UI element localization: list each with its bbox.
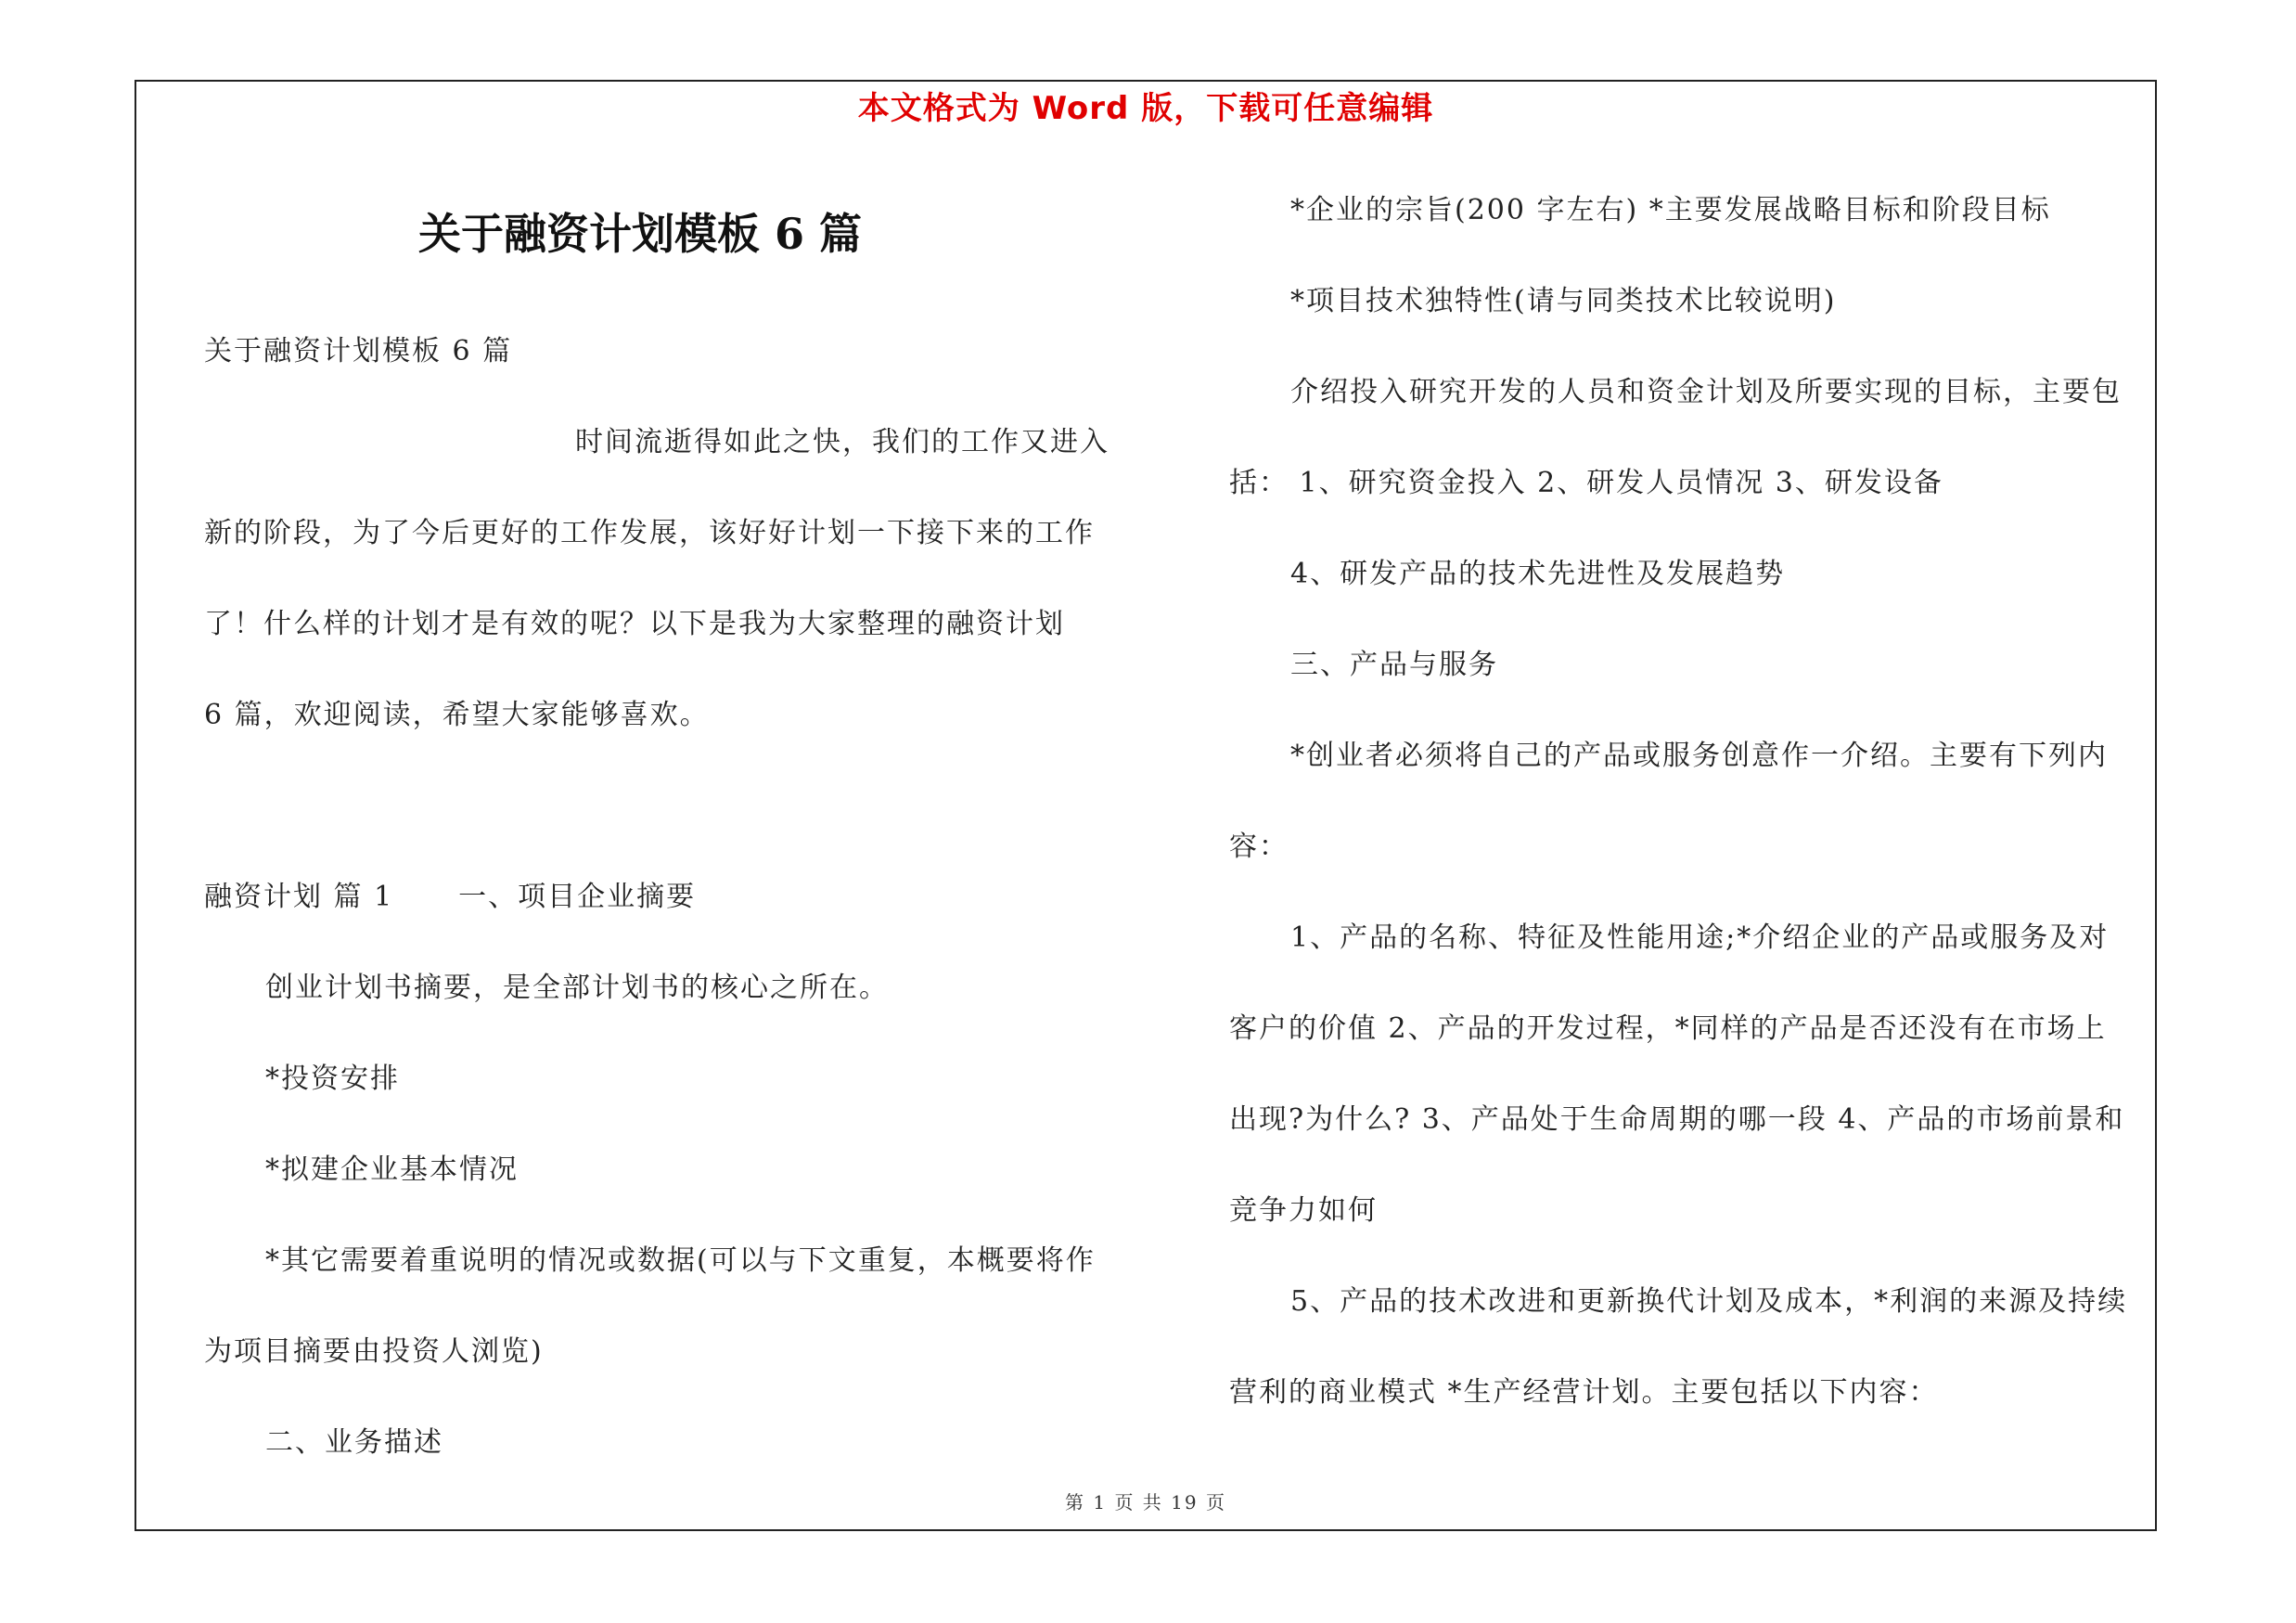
section-label: 融资计划 篇 1 xyxy=(204,881,394,913)
format-banner: 本文格式为 Word 版，下载可任意编辑 xyxy=(857,90,1434,127)
paragraph: *创业者必须将自己的产品或服务创意作一介绍。主要有下列内 xyxy=(1290,740,2108,772)
section-heading: 一、项目企业摘要 xyxy=(458,881,697,913)
paragraph: *企业的宗旨(200 字左右) *主要发展战略目标和阶段目标 xyxy=(1290,194,2051,226)
intro-paragraph: 6 篇，欢迎阅读，希望大家能够喜欢。 xyxy=(204,699,710,731)
intro-paragraph: 新的阶段，为了今后更好的工作发展，该好好计划一下接下来的工作 xyxy=(204,517,1095,549)
paragraph: 出现?为什么? 3、产品处于生命周期的哪一段 4、产品的市场前景和 xyxy=(1229,1103,2125,1136)
paragraph: 4、研发产品的技术先进性及发展趋势 xyxy=(1290,558,1786,590)
paragraph: 容： xyxy=(1229,831,1289,863)
paragraph: 竞争力如何 xyxy=(1229,1194,1378,1227)
paragraph: *其它需要着重说明的情况或数据(可以与下文重复，本概要将作 xyxy=(265,1244,1096,1277)
paragraph: 客户的价值 2、产品的开发过程，*同样的产品是否还没有在市场上 xyxy=(1229,1012,2107,1045)
paragraph: *投资安排 xyxy=(265,1063,400,1095)
left-column xyxy=(204,306,1132,1488)
paragraph: 为项目摘要由投资人浏览) xyxy=(204,1335,544,1368)
document-title: 关于融资计划模板 6 篇 xyxy=(417,209,863,259)
paragraph: 介绍投入研究开发的人员和资金计划及所要实现的目标，主要包 xyxy=(1290,376,2122,408)
paragraph: *项目技术独特性(请与同类技术比较说明) xyxy=(1290,285,1837,317)
right-column xyxy=(1229,165,2152,1438)
section-heading: 三、产品与服务 xyxy=(1290,649,1498,681)
blank-line xyxy=(204,761,1132,852)
intro-paragraph: 了！什么样的计划才是有效的呢？以下是我为大家整理的融资计划 xyxy=(204,608,1065,640)
section-heading: 二、业务描述 xyxy=(265,1426,443,1459)
paragraph: 营利的商业模式 *生产经营计划。主要包括以下内容： xyxy=(1229,1376,1939,1409)
paragraph: 创业计划书摘要，是全部计划书的核心之所在。 xyxy=(265,972,889,1004)
page-number: 第 1 页 共 19 页 xyxy=(1065,1491,1226,1514)
intro-paragraph: 时间流逝得如此之快，我们的工作又进入 xyxy=(575,426,1110,458)
paragraph: 1、产品的名称、特征及性能用途;*介绍企业的产品或服务及对 xyxy=(1290,921,2110,954)
subtitle: 关于融资计划模板 6 篇 xyxy=(204,335,513,367)
paragraph: 括： 1、研究资金投入 2、研发人员情况 3、研发设备 xyxy=(1229,467,1943,499)
paragraph: *拟建企业基本情况 xyxy=(265,1153,519,1186)
paragraph: 5、产品的技术改进和更新换代计划及成本，*利润的来源及持续 xyxy=(1290,1285,2128,1318)
section-heading-row xyxy=(204,852,1132,943)
